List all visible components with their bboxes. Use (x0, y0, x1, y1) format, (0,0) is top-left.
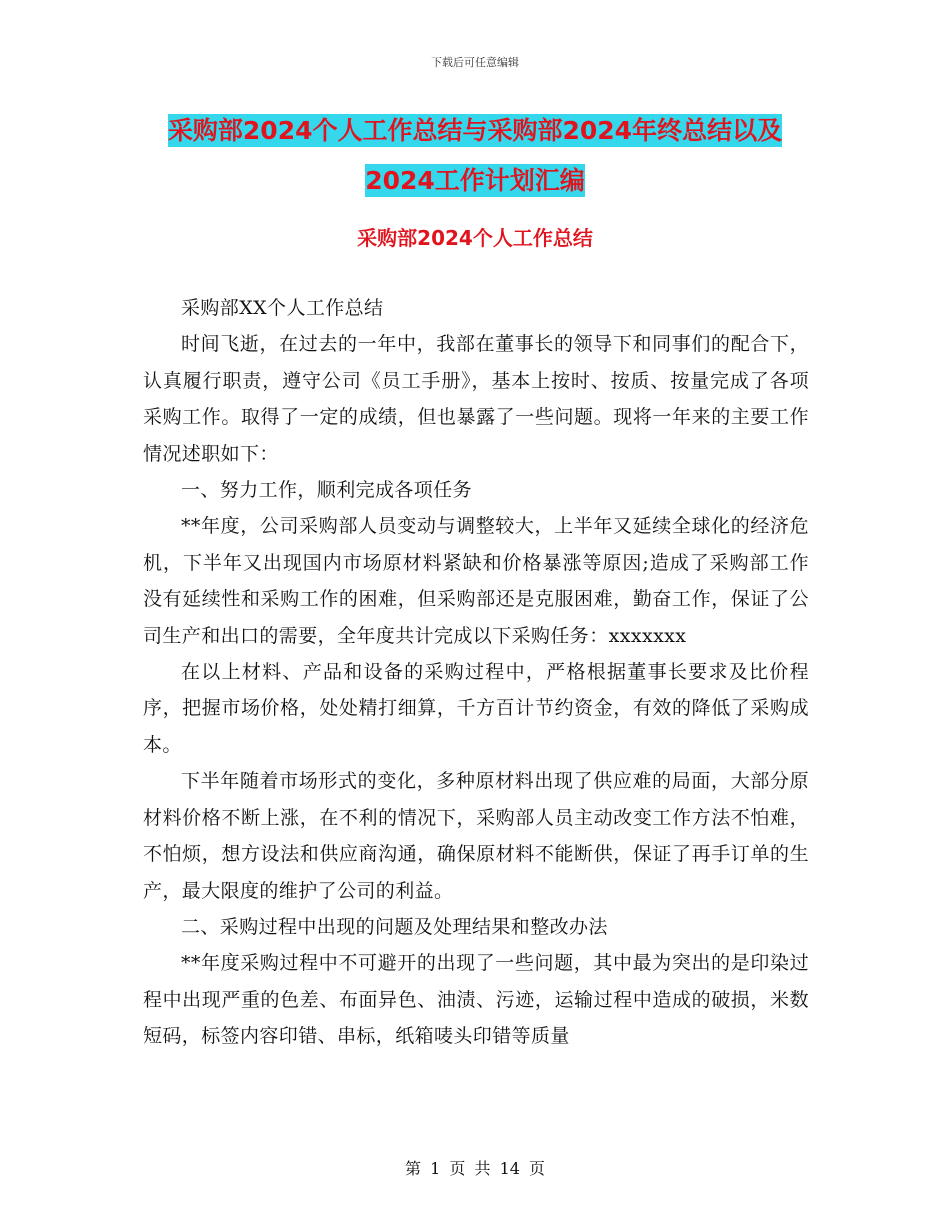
footer-total-pages: 14 (499, 1159, 520, 1178)
footer-label-page: 第 (404, 1159, 421, 1178)
footer-label-total: 共 (474, 1159, 491, 1178)
paragraph: **年度采购过程中不可避开的出现了一些问题，其中最为突出的是印染过程中出现严重的色差、布面异色、油渍、污迹，运输过程中造成的破损，米数短码，标签内容印错、串标，纸箱唛头印错等质量 (143, 952, 809, 1048)
paragraph: 下半年随着市场形式的变化，多种原材料出现了供应难的局面，大部分原材料价格不断上涨，在不利的情况下，采购部人员主动改变工作方法不怕难，不怕烦，想方设法和供应商沟通，确保原材料不能断供，保证了再手订单的生产，最大限度的维护了公司的利益。 (143, 770, 809, 902)
section-title: 采购部2024个人工作总结 (357, 226, 593, 250)
document-body (143, 290, 809, 1055)
paragraph: 在以上材料、产品和设备的采购过程中，严格根据董事长要求及比价程序，把握市场价格，处处精打细算，千方百计节约资金，有效的降低了采购成本。 (143, 661, 809, 756)
paragraph-heading-1: 一、努力工作，顺利完成各项任务 (181, 479, 473, 502)
footer-current-page: 1 (430, 1159, 441, 1178)
footer-label-unit: 页 (449, 1159, 466, 1178)
paragraph-intro: 时间飞逝，在过去的一年中，我部在董事长的领导下和同事们的配合下，认真履行职责，遵守公司《员工手册》，基本上按时、按质、按量完成了各项采购工作。取得了一定的成绩，但也暴露了一些问题。现将一年来的主要工作情况述职如下： (143, 333, 809, 465)
paragraph-subtitle: 采购部XX个人工作总结 (181, 297, 384, 319)
paragraph-heading-2: 二、采购过程中出现的问题及处理结果和整改办法 (181, 915, 608, 938)
document-title (140, 106, 810, 206)
footer-label-unit-2: 页 (529, 1159, 546, 1178)
page-footer (0, 1156, 950, 1179)
paragraph: **年度，公司采购部人员变动与调整较大，上半年又延续全球化的经济危机，下半年又出现国内市场原材料紧缺和价格暴涨等原因;造成了采购部工作没有延续性和采购工作的困难，但采购部还是克服困难，勤奋工作，保证了公司生产和出口的需要，全年度共计完成以下采购任务：xxxxxxx (143, 515, 809, 647)
document-title-text: 采购部2024个人工作总结与采购部2024年终总结以及2024工作计划汇编 (167, 116, 783, 195)
page-header-note: 下载后可任意编辑 (431, 56, 519, 69)
